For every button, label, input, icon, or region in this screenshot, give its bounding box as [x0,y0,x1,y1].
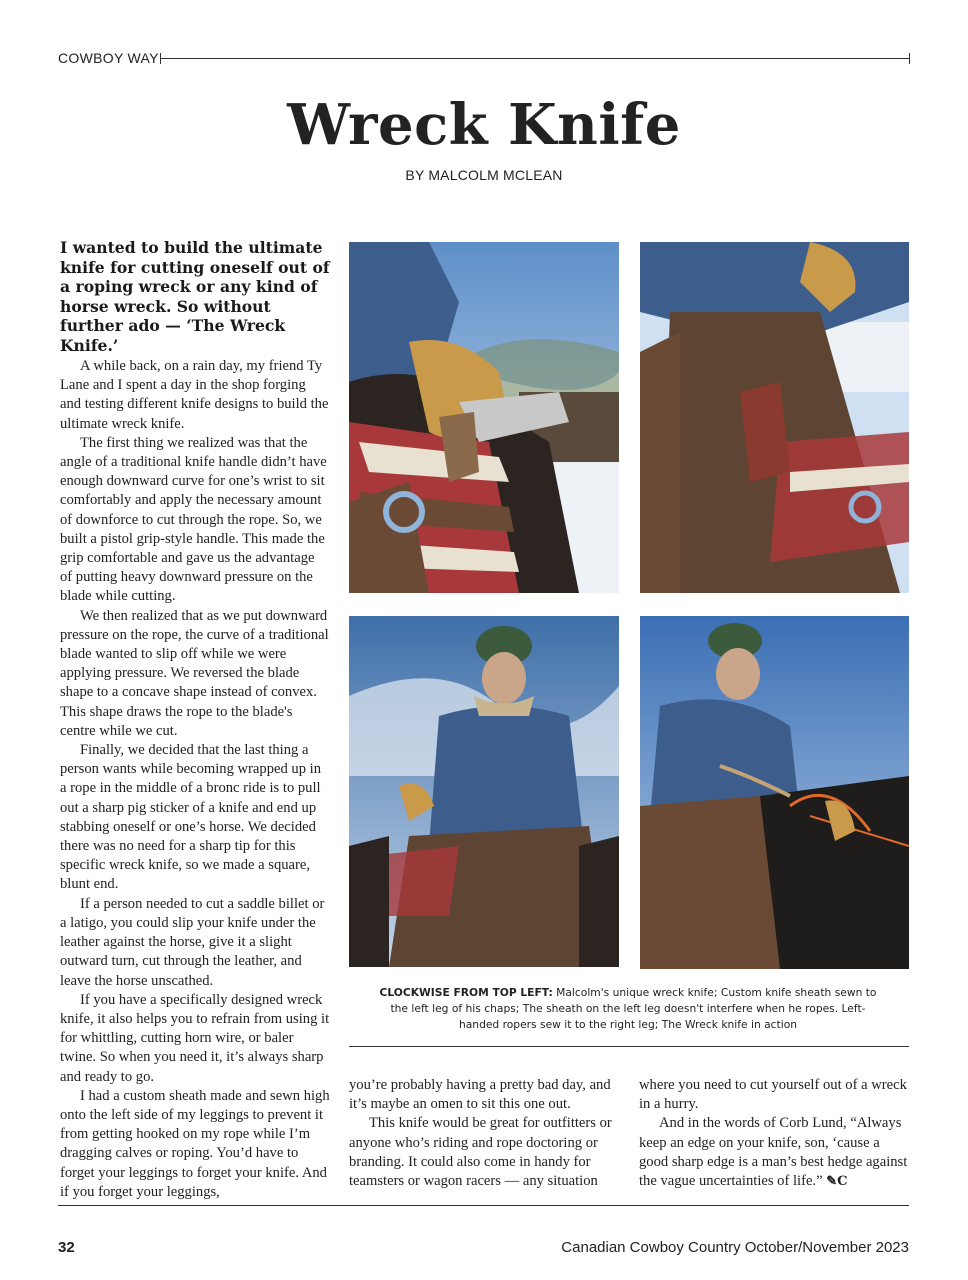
body-paragraph: A while back, on a rain day, my friend Ty Lane and I spent a day in the shop forging and testing different knife designs to build the ultimate wreck knife. [60,358,329,432]
page-number: 32 [58,1239,75,1256]
article-column-1 [60,238,330,1202]
caption-divider [349,1046,909,1047]
caption-lead: CLOCKWISE FROM TOP LEFT: [379,986,553,999]
body-paragraph: The first thing we realized was that the angle of a traditional knife handle didn’t have enough downward curve for one’s wrist to sit comfortably and apply the necessary amount of downforce to cut through the rope. So, we built a pistol grip-style handle. This made the grip comfortable and gave us the advantage of putting heavy downward pressure on the blade while cutting. [60,434,327,605]
section-label: COWBOY WAY [58,50,159,66]
header-divider [160,58,910,59]
magazine-issue: Canadian Cowboy Country October/November 2023 [561,1239,909,1256]
article-title: Wreck Knife [287,92,681,158]
body-paragraph: We then realized that as we put downward pressure on the rope, the curve of a traditional blade wanted to slip off while we were applying pressure. We reversed the blade shape to a concave shape instead of convex. This shape draws the rope to the blade's centre while we cut. [60,607,329,739]
body-paragraph: If a person needed to cut a saddle billet or a latigo, you could slip your knife under the leather against the horse, give it a slight outward turn, cut through the leather, and leave the horse unscathed. [60,895,325,989]
body-paragraph: you’re probably having a pretty bad day, and it’s maybe an omen to sit this one out. [349,1077,611,1113]
article-column-2 [349,1076,621,1191]
byline: BY MALCOLM MCLEAN [405,167,563,183]
body-paragraph: where you need to cut yourself out of a wreck in a hurry. [639,1077,907,1113]
photo-knife-sheath-on-chaps [640,242,909,593]
caption-text: Malcolm's unique wreck knife; Custom knife sheath sewn to the left leg of his chaps; The sheath on the left leg doesn't interfere when he ropes. Left-handed ropers sew it to the right leg; The Wreck knife in action [390,986,877,1031]
closing-quote: And in the words of Corb Lund, “Always keep an edge on your knife, son, ‘cause a good sharp edge is a man’s best hedge against the vague uncertainties of life.” [639,1115,908,1190]
footer-divider [58,1205,909,1206]
body-paragraph [639,1114,911,1191]
lede-paragraph: I wanted to build the ultimate knife for cutting oneself out of a roping wreck or any kind of horse wreck. So without further ado — ‘The Wreck Knife.’ [60,238,330,355]
body-paragraph: I had a custom sheath made and sewn high onto the left side of my leggings to prevent it from getting hooked on my rope while I’m dragging calves or roping. You’d have to forget your leggings to forget your knife. And if you forget your leggings, [60,1087,330,1200]
end-mark-icon: ✎C [826,1174,848,1190]
photo-wreck-knife-in-action [640,616,909,969]
body-paragraph: Finally, we decided that the last thing a person wants while becoming wrapped up in a rope in the middle of a bronc ride is to pull out a sharp pig sticker of a knife and end up stabbing oneself or one’s horse. We decided there was no need for a sharp tip for this specific wreck knife, so we made a square, blunt end. [60,742,322,893]
body-paragraph: This knife would be great for outfitters or anyone who’s riding and rope doctoring or branding. It could also come in handy for teamsters or wagon racers — any situation [349,1115,612,1190]
body-paragraph: If you have a specifically designed wreck knife, it also helps you to refrain from using it for whittling, cutting horn wire, or baler twine. So when you need it, it’s always sharp and ready to go. [60,991,330,1085]
photo-rider-seated-with-sheath [349,616,619,967]
photo-wreck-knife-in-hand [349,242,619,593]
article-column-3 [639,1076,911,1191]
photo-caption [372,985,884,1033]
